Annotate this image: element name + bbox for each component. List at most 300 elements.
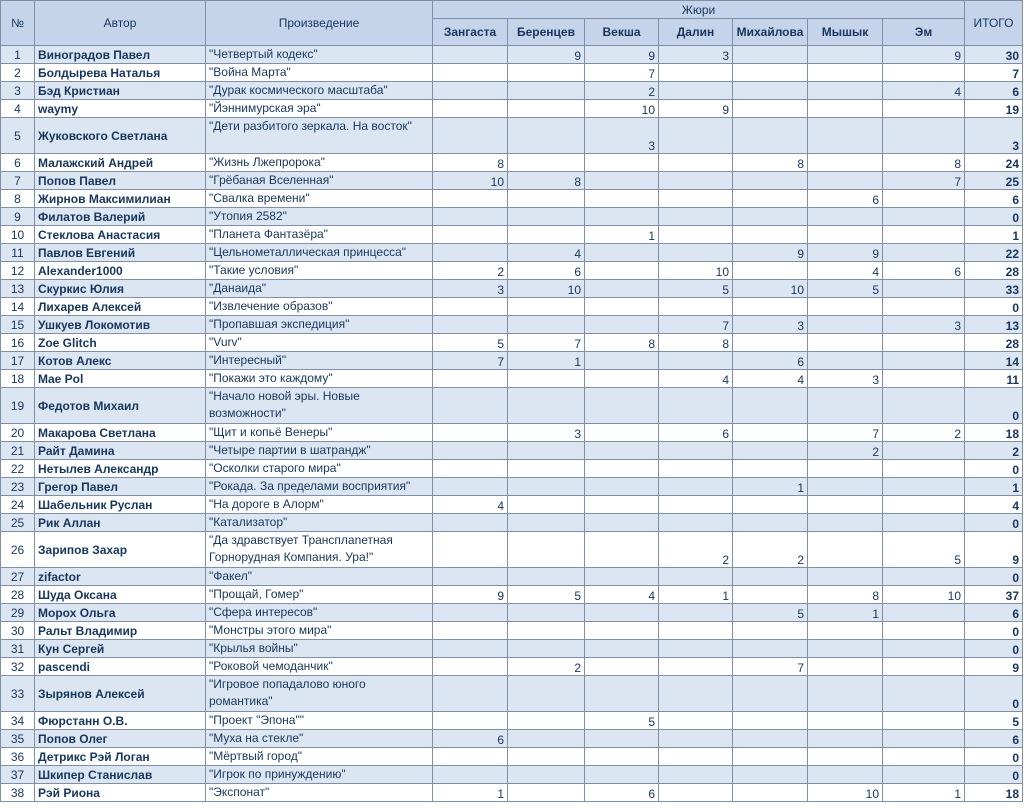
header-judge[interactable]: Мышык [808, 19, 883, 46]
cell-score[interactable] [659, 154, 733, 172]
cell-score[interactable] [508, 190, 585, 208]
cell-author[interactable]: Детрикс Рэй Логан [35, 748, 206, 766]
cell-score[interactable] [659, 748, 733, 766]
cell-total[interactable]: 0 [965, 748, 1023, 766]
cell-total[interactable]: 0 [965, 676, 1023, 712]
cell-author[interactable]: Морох Ольга [35, 604, 206, 622]
cell-score[interactable] [808, 64, 883, 82]
cell-score[interactable] [433, 118, 508, 154]
cell-score[interactable] [883, 496, 965, 514]
cell-author[interactable]: Mae Pol [35, 370, 206, 388]
cell-score[interactable] [883, 748, 965, 766]
cell-score[interactable] [883, 730, 965, 748]
cell-author[interactable]: Alexander1000 [35, 262, 206, 280]
cell-total[interactable]: 13 [965, 316, 1023, 334]
cell-author[interactable]: Грегор Павел [35, 478, 206, 496]
cell-total[interactable]: 0 [965, 622, 1023, 640]
cell-score[interactable] [733, 640, 808, 658]
cell-score[interactable] [659, 388, 733, 424]
cell-num[interactable]: 18 [1, 370, 35, 388]
cell-author[interactable]: Федотов Михаил [35, 388, 206, 424]
cell-score[interactable] [508, 316, 585, 334]
cell-author[interactable]: Болдырева Наталья [35, 64, 206, 82]
cell-num[interactable]: 13 [1, 280, 35, 298]
cell-score[interactable] [808, 460, 883, 478]
cell-score[interactable] [659, 766, 733, 784]
cell-score[interactable] [508, 64, 585, 82]
cell-score[interactable]: 8 [433, 154, 508, 172]
cell-author[interactable]: Павлов Евгений [35, 244, 206, 262]
cell-score[interactable]: 6 [733, 352, 808, 370]
header-judge[interactable]: Михайлова [733, 19, 808, 46]
cell-score[interactable] [808, 100, 883, 118]
cell-score[interactable]: 1 [433, 784, 508, 802]
cell-score[interactable]: 2 [433, 262, 508, 280]
cell-author[interactable]: pascendi [35, 658, 206, 676]
cell-score[interactable]: 8 [585, 334, 659, 352]
cell-score[interactable]: 9 [808, 244, 883, 262]
cell-score[interactable] [733, 586, 808, 604]
cell-score[interactable] [433, 748, 508, 766]
cell-total[interactable]: 0 [965, 568, 1023, 586]
cell-score[interactable] [433, 316, 508, 334]
cell-score[interactable] [508, 730, 585, 748]
cell-work[interactable]: "Щит и копьё Венеры" [206, 424, 433, 442]
cell-num[interactable]: 14 [1, 298, 35, 316]
cell-author[interactable]: Бэд Кристиан [35, 82, 206, 100]
cell-num[interactable]: 9 [1, 208, 35, 226]
cell-score[interactable] [659, 298, 733, 316]
cell-score[interactable] [508, 532, 585, 568]
cell-total[interactable]: 33 [965, 280, 1023, 298]
cell-score[interactable] [883, 442, 965, 460]
cell-score[interactable] [508, 748, 585, 766]
cell-score[interactable] [733, 190, 808, 208]
cell-total[interactable]: 9 [965, 658, 1023, 676]
cell-score[interactable] [433, 460, 508, 478]
cell-score[interactable] [433, 298, 508, 316]
cell-num[interactable]: 17 [1, 352, 35, 370]
cell-score[interactable]: 6 [883, 262, 965, 280]
cell-score[interactable] [808, 298, 883, 316]
cell-score[interactable] [808, 622, 883, 640]
cell-score[interactable] [659, 622, 733, 640]
cell-score[interactable] [659, 478, 733, 496]
cell-num[interactable]: 10 [1, 226, 35, 244]
cell-num[interactable]: 19 [1, 388, 35, 424]
cell-score[interactable] [433, 82, 508, 100]
cell-score[interactable] [733, 460, 808, 478]
cell-score[interactable] [433, 226, 508, 244]
cell-score[interactable] [433, 100, 508, 118]
cell-score[interactable] [883, 766, 965, 784]
cell-score[interactable] [883, 208, 965, 226]
cell-total[interactable]: 0 [965, 208, 1023, 226]
cell-score[interactable]: 2 [733, 532, 808, 568]
cell-score[interactable]: 9 [659, 100, 733, 118]
cell-author[interactable]: Жуковского Светлана [35, 118, 206, 154]
cell-total[interactable]: 28 [965, 262, 1023, 280]
cell-score[interactable] [808, 118, 883, 154]
cell-score[interactable] [883, 298, 965, 316]
cell-score[interactable] [585, 424, 659, 442]
cell-score[interactable] [433, 676, 508, 712]
cell-score[interactable] [585, 532, 659, 568]
cell-author[interactable]: Жирнов Максимилиан [35, 190, 206, 208]
cell-author[interactable]: Ушкуев Локомотив [35, 316, 206, 334]
cell-score[interactable] [585, 604, 659, 622]
header-num[interactable]: № [1, 1, 35, 46]
cell-score[interactable] [808, 316, 883, 334]
cell-work[interactable]: "Vurv" [206, 334, 433, 352]
header-jury[interactable]: Жюри [433, 1, 965, 19]
cell-score[interactable] [883, 352, 965, 370]
cell-score[interactable] [585, 154, 659, 172]
cell-score[interactable] [659, 460, 733, 478]
cell-score[interactable] [883, 658, 965, 676]
cell-score[interactable] [808, 334, 883, 352]
cell-total[interactable]: 18 [965, 424, 1023, 442]
cell-score[interactable]: 2 [883, 424, 965, 442]
cell-score[interactable] [883, 622, 965, 640]
cell-score[interactable] [733, 334, 808, 352]
cell-num[interactable]: 3 [1, 82, 35, 100]
cell-score[interactable] [508, 514, 585, 532]
cell-work[interactable]: "Грёбаная Вселенная" [206, 172, 433, 190]
cell-score[interactable]: 6 [508, 262, 585, 280]
cell-score[interactable] [883, 388, 965, 424]
cell-work[interactable]: "Монстры этого мира" [206, 622, 433, 640]
cell-score[interactable] [883, 676, 965, 712]
cell-score[interactable]: 6 [659, 424, 733, 442]
cell-num[interactable]: 32 [1, 658, 35, 676]
cell-score[interactable] [808, 226, 883, 244]
cell-num[interactable]: 22 [1, 460, 35, 478]
cell-total[interactable]: 30 [965, 46, 1023, 64]
cell-score[interactable] [433, 244, 508, 262]
cell-author[interactable]: Ральт Владимир [35, 622, 206, 640]
cell-score[interactable] [585, 298, 659, 316]
cell-score[interactable] [883, 280, 965, 298]
cell-score[interactable]: 4 [508, 244, 585, 262]
cell-score[interactable]: 4 [585, 586, 659, 604]
cell-total[interactable]: 0 [965, 460, 1023, 478]
cell-score[interactable]: 2 [808, 442, 883, 460]
cell-score[interactable] [585, 370, 659, 388]
cell-author[interactable]: Zoe Glitch [35, 334, 206, 352]
cell-num[interactable]: 30 [1, 622, 35, 640]
cell-author[interactable]: zifactor [35, 568, 206, 586]
cell-score[interactable]: 1 [808, 604, 883, 622]
cell-score[interactable] [733, 100, 808, 118]
cell-num[interactable]: 20 [1, 424, 35, 442]
cell-author[interactable]: Стеклова Анастасия [35, 226, 206, 244]
cell-total[interactable]: 0 [965, 640, 1023, 658]
cell-author[interactable]: Рик Аллан [35, 514, 206, 532]
cell-work[interactable]: "Четвертый кодекс" [206, 46, 433, 64]
cell-score[interactable] [508, 388, 585, 424]
cell-num[interactable]: 27 [1, 568, 35, 586]
cell-score[interactable] [883, 100, 965, 118]
cell-work[interactable]: "Четыре партии в шатрандж" [206, 442, 433, 460]
cell-num[interactable]: 37 [1, 766, 35, 784]
cell-score[interactable] [659, 190, 733, 208]
cell-score[interactable] [508, 460, 585, 478]
cell-score[interactable] [733, 712, 808, 730]
cell-total[interactable]: 0 [965, 766, 1023, 784]
cell-score[interactable] [433, 442, 508, 460]
cell-score[interactable] [508, 478, 585, 496]
cell-score[interactable] [733, 46, 808, 64]
cell-author[interactable]: Фюрстанн О.В. [35, 712, 206, 730]
cell-score[interactable]: 8 [808, 586, 883, 604]
cell-total[interactable]: 4 [965, 496, 1023, 514]
cell-score[interactable]: 7 [808, 424, 883, 442]
cell-score[interactable] [808, 478, 883, 496]
cell-author[interactable]: Шуда Оксана [35, 586, 206, 604]
cell-score[interactable]: 1 [883, 784, 965, 802]
cell-work[interactable]: "Начало новой эры. Новые возможности" [206, 388, 433, 424]
cell-score[interactable]: 3 [883, 316, 965, 334]
cell-score[interactable] [883, 190, 965, 208]
cell-score[interactable] [808, 514, 883, 532]
cell-work[interactable]: "Интересный" [206, 352, 433, 370]
cell-num[interactable]: 29 [1, 604, 35, 622]
cell-score[interactable] [433, 622, 508, 640]
cell-author[interactable]: Малажский Андрей [35, 154, 206, 172]
cell-score[interactable] [808, 172, 883, 190]
cell-work[interactable]: "Такие условия" [206, 262, 433, 280]
cell-num[interactable]: 16 [1, 334, 35, 352]
cell-total[interactable]: 1 [965, 478, 1023, 496]
cell-score[interactable]: 4 [433, 496, 508, 514]
cell-num[interactable]: 8 [1, 190, 35, 208]
cell-work[interactable]: "Катализатор" [206, 514, 433, 532]
cell-score[interactable]: 7 [508, 334, 585, 352]
cell-score[interactable] [808, 748, 883, 766]
cell-score[interactable]: 10 [733, 280, 808, 298]
cell-num[interactable]: 1 [1, 46, 35, 64]
cell-score[interactable] [808, 712, 883, 730]
cell-score[interactable] [659, 604, 733, 622]
cell-score[interactable] [883, 226, 965, 244]
cell-total[interactable]: 5 [965, 712, 1023, 730]
cell-total[interactable]: 14 [965, 352, 1023, 370]
cell-work[interactable]: "Свалка времени" [206, 190, 433, 208]
cell-score[interactable] [585, 658, 659, 676]
cell-total[interactable]: 0 [965, 388, 1023, 424]
cell-total[interactable]: 9 [965, 532, 1023, 568]
cell-score[interactable] [508, 640, 585, 658]
cell-total[interactable]: 0 [965, 514, 1023, 532]
cell-score[interactable]: 1 [508, 352, 585, 370]
cell-score[interactable]: 3 [508, 424, 585, 442]
cell-score[interactable] [733, 622, 808, 640]
header-judge[interactable]: Эм [883, 19, 965, 46]
cell-score[interactable] [733, 172, 808, 190]
cell-work[interactable]: "Йэннимурская эра" [206, 100, 433, 118]
cell-score[interactable] [508, 604, 585, 622]
cell-author[interactable]: Райт Дамина [35, 442, 206, 460]
cell-score[interactable] [808, 388, 883, 424]
cell-author[interactable]: Рэй Риона [35, 784, 206, 802]
cell-score[interactable] [433, 424, 508, 442]
cell-score[interactable]: 3 [808, 370, 883, 388]
cell-work[interactable]: "Муха на стекле" [206, 730, 433, 748]
cell-score[interactable] [585, 496, 659, 514]
cell-score[interactable] [733, 766, 808, 784]
cell-num[interactable]: 34 [1, 712, 35, 730]
cell-score[interactable] [433, 370, 508, 388]
cell-score[interactable] [659, 172, 733, 190]
cell-total[interactable]: 6 [965, 82, 1023, 100]
cell-score[interactable] [508, 100, 585, 118]
cell-score[interactable] [433, 712, 508, 730]
cell-score[interactable] [883, 334, 965, 352]
cell-score[interactable]: 3 [585, 118, 659, 154]
cell-score[interactable] [659, 784, 733, 802]
cell-score[interactable] [733, 496, 808, 514]
cell-score[interactable] [883, 640, 965, 658]
cell-score[interactable] [508, 118, 585, 154]
cell-score[interactable] [808, 532, 883, 568]
cell-score[interactable] [585, 640, 659, 658]
cell-score[interactable] [733, 208, 808, 226]
cell-total[interactable]: 1 [965, 226, 1023, 244]
cell-num[interactable]: 23 [1, 478, 35, 496]
cell-num[interactable]: 5 [1, 118, 35, 154]
cell-score[interactable] [808, 496, 883, 514]
cell-score[interactable]: 10 [585, 100, 659, 118]
cell-work[interactable]: "Проект "Эпона"" [206, 712, 433, 730]
cell-score[interactable] [508, 712, 585, 730]
cell-score[interactable] [585, 262, 659, 280]
cell-score[interactable] [585, 172, 659, 190]
cell-total[interactable]: 0 [965, 298, 1023, 316]
cell-work[interactable]: "Дурак космического масштаба" [206, 82, 433, 100]
cell-score[interactable] [659, 640, 733, 658]
header-work[interactable]: Произведение [206, 1, 433, 46]
cell-author[interactable]: Зырянов Алексей [35, 676, 206, 712]
cell-work[interactable]: "Роковой чемоданчик" [206, 658, 433, 676]
cell-score[interactable] [508, 154, 585, 172]
cell-score[interactable]: 1 [585, 226, 659, 244]
cell-num[interactable]: 11 [1, 244, 35, 262]
cell-score[interactable] [733, 568, 808, 586]
cell-score[interactable] [585, 676, 659, 712]
cell-work[interactable]: "Покажи это каждому" [206, 370, 433, 388]
cell-num[interactable]: 4 [1, 100, 35, 118]
cell-total[interactable]: 18 [965, 784, 1023, 802]
cell-work[interactable]: "Дети разбитого зеркала. На восток" [206, 118, 433, 154]
cell-author[interactable]: Лихарев Алексей [35, 298, 206, 316]
cell-score[interactable] [659, 208, 733, 226]
cell-work[interactable]: "Прощай, Гомер" [206, 586, 433, 604]
cell-work[interactable]: "Цельнометаллическая принцесса" [206, 244, 433, 262]
cell-score[interactable]: 4 [883, 82, 965, 100]
cell-score[interactable] [433, 388, 508, 424]
cell-score[interactable] [433, 208, 508, 226]
cell-work[interactable]: "Экспонат" [206, 784, 433, 802]
cell-score[interactable] [808, 658, 883, 676]
cell-work[interactable]: "Сфера интересов" [206, 604, 433, 622]
cell-work[interactable]: "Да здравствует Трансплanетная Горнорудная Компания. Ура!" [206, 532, 433, 568]
cell-score[interactable] [508, 496, 585, 514]
cell-score[interactable]: 9 [508, 46, 585, 64]
cell-score[interactable] [508, 568, 585, 586]
cell-num[interactable]: 33 [1, 676, 35, 712]
cell-score[interactable] [883, 514, 965, 532]
cell-author[interactable]: Попов Олег [35, 730, 206, 748]
cell-score[interactable] [808, 676, 883, 712]
cell-total[interactable]: 25 [965, 172, 1023, 190]
cell-work[interactable]: "На дороге в Алорм" [206, 496, 433, 514]
cell-num[interactable]: 28 [1, 586, 35, 604]
cell-score[interactable]: 2 [508, 658, 585, 676]
cell-author[interactable]: Макарова Светлана [35, 424, 206, 442]
cell-score[interactable] [585, 514, 659, 532]
cell-num[interactable]: 26 [1, 532, 35, 568]
cell-score[interactable] [585, 190, 659, 208]
cell-score[interactable] [659, 658, 733, 676]
cell-score[interactable]: 1 [659, 586, 733, 604]
cell-score[interactable]: 3 [433, 280, 508, 298]
cell-work[interactable]: "Факел" [206, 568, 433, 586]
cell-score[interactable]: 7 [585, 64, 659, 82]
cell-score[interactable]: 5 [659, 280, 733, 298]
cell-score[interactable] [585, 460, 659, 478]
cell-score[interactable]: 3 [733, 316, 808, 334]
cell-score[interactable] [659, 730, 733, 748]
cell-score[interactable]: 2 [585, 82, 659, 100]
cell-score[interactable] [659, 352, 733, 370]
cell-work[interactable]: "Мёртвый город" [206, 748, 433, 766]
cell-score[interactable]: 4 [733, 370, 808, 388]
cell-score[interactable] [433, 640, 508, 658]
cell-work[interactable]: "Рокада. За пределами восприятия" [206, 478, 433, 496]
cell-score[interactable]: 8 [733, 154, 808, 172]
cell-score[interactable] [508, 82, 585, 100]
cell-score[interactable]: 7 [433, 352, 508, 370]
cell-author[interactable]: Котов Алекс [35, 352, 206, 370]
cell-score[interactable] [585, 352, 659, 370]
cell-score[interactable] [808, 766, 883, 784]
cell-score[interactable]: 6 [808, 190, 883, 208]
cell-score[interactable] [433, 190, 508, 208]
cell-score[interactable] [659, 514, 733, 532]
cell-work[interactable]: "Планета Фантазёра" [206, 226, 433, 244]
cell-score[interactable] [883, 568, 965, 586]
cell-score[interactable] [883, 604, 965, 622]
cell-num[interactable]: 15 [1, 316, 35, 334]
cell-score[interactable] [733, 262, 808, 280]
cell-score[interactable] [733, 442, 808, 460]
cell-work[interactable]: "Игровое попадалово юного романтика" [206, 676, 433, 712]
cell-total[interactable]: 28 [965, 334, 1023, 352]
cell-score[interactable]: 7 [733, 658, 808, 676]
cell-num[interactable]: 2 [1, 64, 35, 82]
cell-score[interactable] [433, 532, 508, 568]
cell-author[interactable]: Виноградов Павел [35, 46, 206, 64]
cell-score[interactable] [508, 226, 585, 244]
cell-num[interactable]: 7 [1, 172, 35, 190]
cell-score[interactable] [733, 514, 808, 532]
cell-score[interactable] [508, 784, 585, 802]
cell-work[interactable]: "Жизнь Лжепророка" [206, 154, 433, 172]
cell-total[interactable]: 3 [965, 118, 1023, 154]
cell-num[interactable]: 36 [1, 748, 35, 766]
cell-work[interactable]: "Данаида" [206, 280, 433, 298]
